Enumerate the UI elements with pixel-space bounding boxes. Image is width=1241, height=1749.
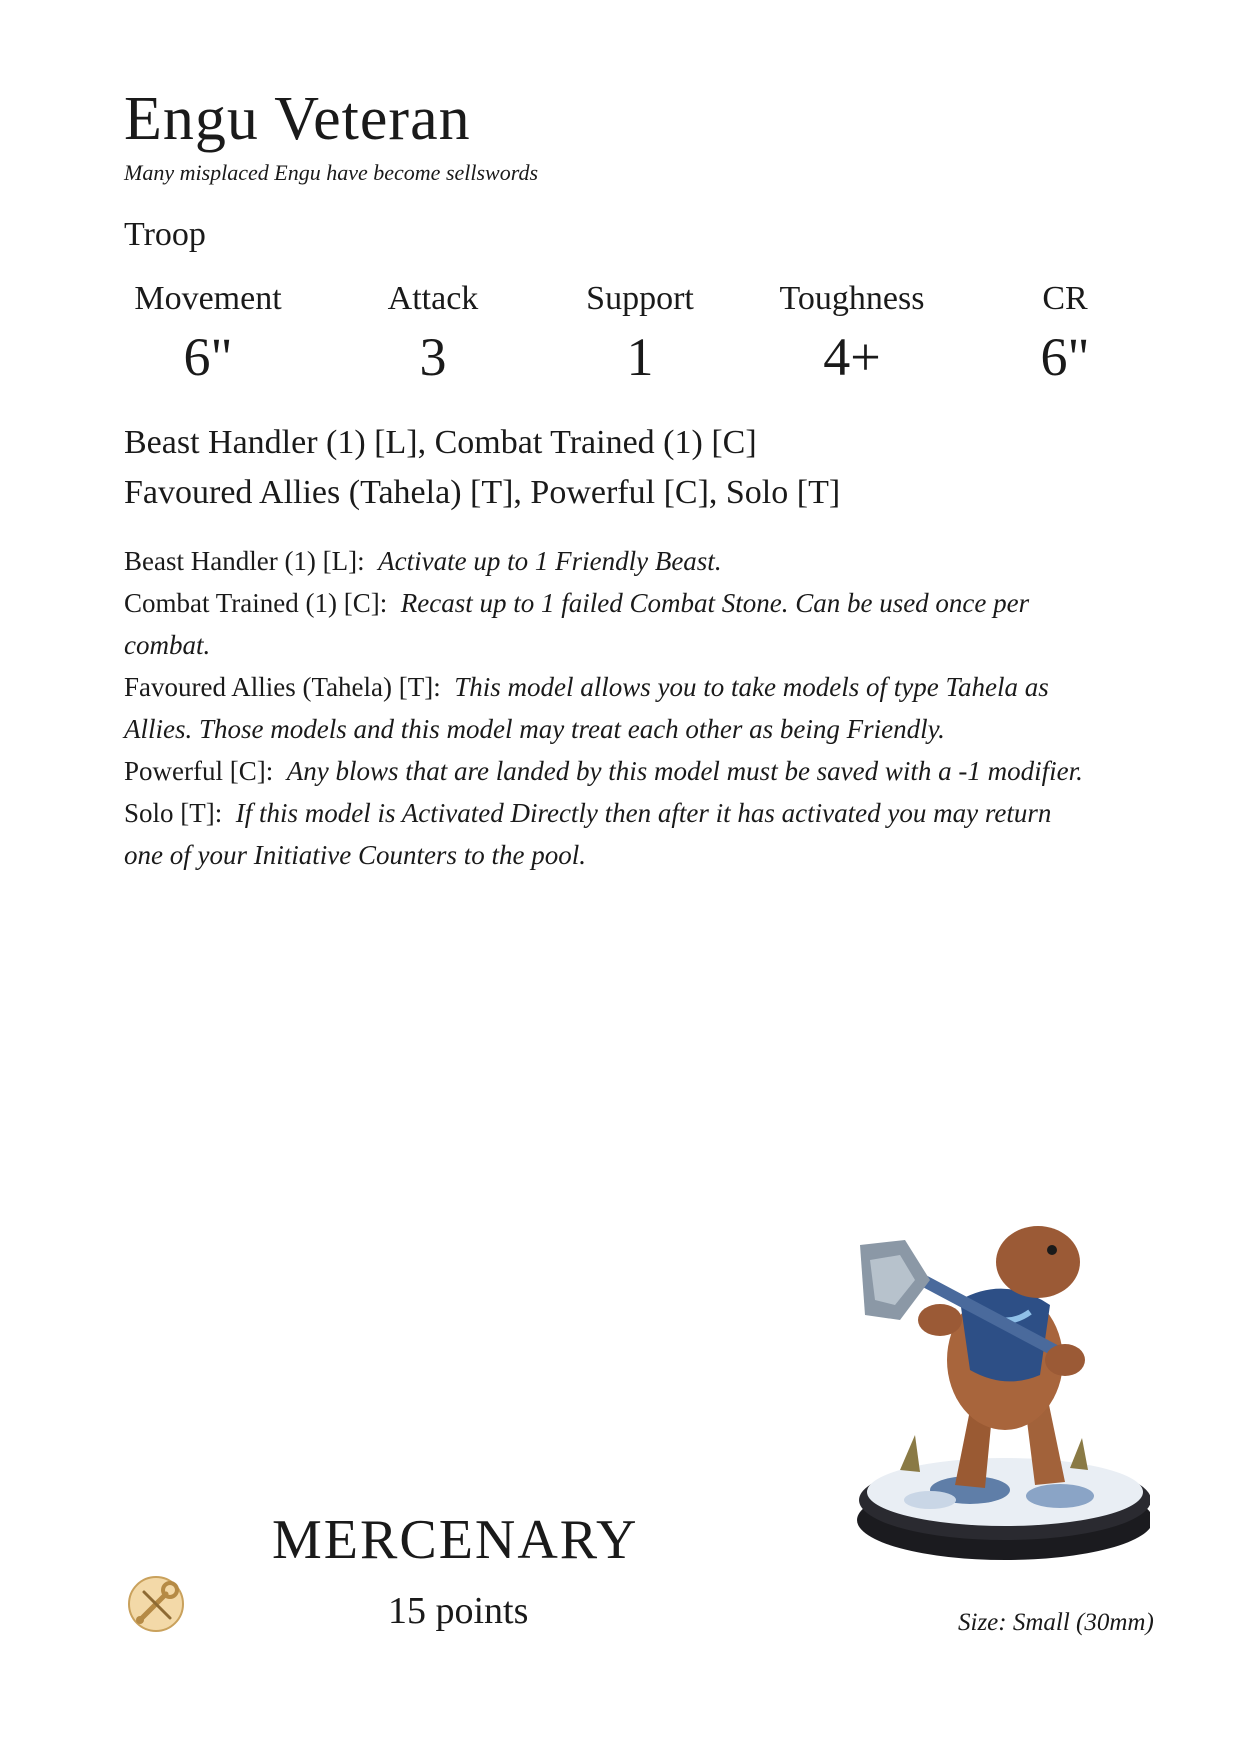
stat-label: CR: [1042, 280, 1088, 317]
card-subtitle: Many misplaced Engu have become sellswords: [124, 160, 539, 185]
stat-label: Support: [586, 280, 694, 317]
stat-label: Attack: [387, 280, 479, 317]
stat-movement: [108, 280, 308, 387]
points-cost: 15 points: [388, 1590, 529, 1632]
rule-name: Beast Handler (1) [L]:: [124, 546, 365, 576]
rule-text: Activate up to 1 Friendly Beast.: [378, 546, 722, 576]
stat-cr: [965, 280, 1165, 387]
rule-entry: [124, 750, 1084, 792]
rule-entry: [124, 582, 1084, 666]
rule-name: Combat Trained (1) [C]:: [124, 588, 388, 618]
rule-text: If this model is Activated Directly then after it has activated you may return one of your Initiative Counters to the pool.: [124, 798, 1052, 870]
stat-block: [134, 280, 1100, 392]
stat-value: 6": [1040, 327, 1090, 387]
rule-name: Favoured Allies (Tahela) [T]:: [124, 672, 441, 702]
miniature-image: [820, 1200, 1150, 1570]
rule-entry: [124, 666, 1084, 750]
ability-line: Favoured Allies (Tahela) [T], Powerful [C], Solo [T]: [124, 474, 841, 511]
mercenary-icon: [126, 1574, 186, 1634]
rule-entry: [124, 792, 1084, 876]
stat-support: [540, 280, 740, 387]
faction-name: MERCENARY: [272, 1509, 639, 1571]
stat-value: 1: [626, 327, 654, 387]
stat-attack: [333, 280, 533, 387]
ability-line: Beast Handler (1) [L], Combat Trained (1) [C]: [124, 424, 757, 461]
ability-list: [124, 418, 840, 518]
rules-text: [124, 540, 1084, 876]
rule-entry: [124, 540, 1084, 582]
stat-label: Toughness: [779, 280, 925, 317]
rule-text: This model allows you to take models of type Tahela as Allies. Those models and this model may treat each other as being Friendly.: [124, 672, 1049, 744]
rule-text: Recast up to 1 failed Combat Stone. Can be used once per combat.: [124, 588, 1030, 660]
rule-name: Powerful [C]:: [124, 756, 274, 786]
rule-text: Any blows that are landed by this model must be saved with a -1 modifier.: [286, 756, 1083, 786]
card-title: Engu Veteran: [124, 85, 471, 153]
unit-type: Troop: [124, 216, 206, 253]
base-size: Size: Small (30mm): [958, 1609, 1154, 1636]
stat-value: 4+: [823, 327, 881, 387]
stat-toughness: [752, 280, 952, 387]
stat-value: 6": [183, 327, 233, 387]
stat-label: Movement: [134, 280, 282, 317]
stat-value: 3: [419, 327, 447, 387]
rule-name: Solo [T]:: [124, 798, 223, 828]
